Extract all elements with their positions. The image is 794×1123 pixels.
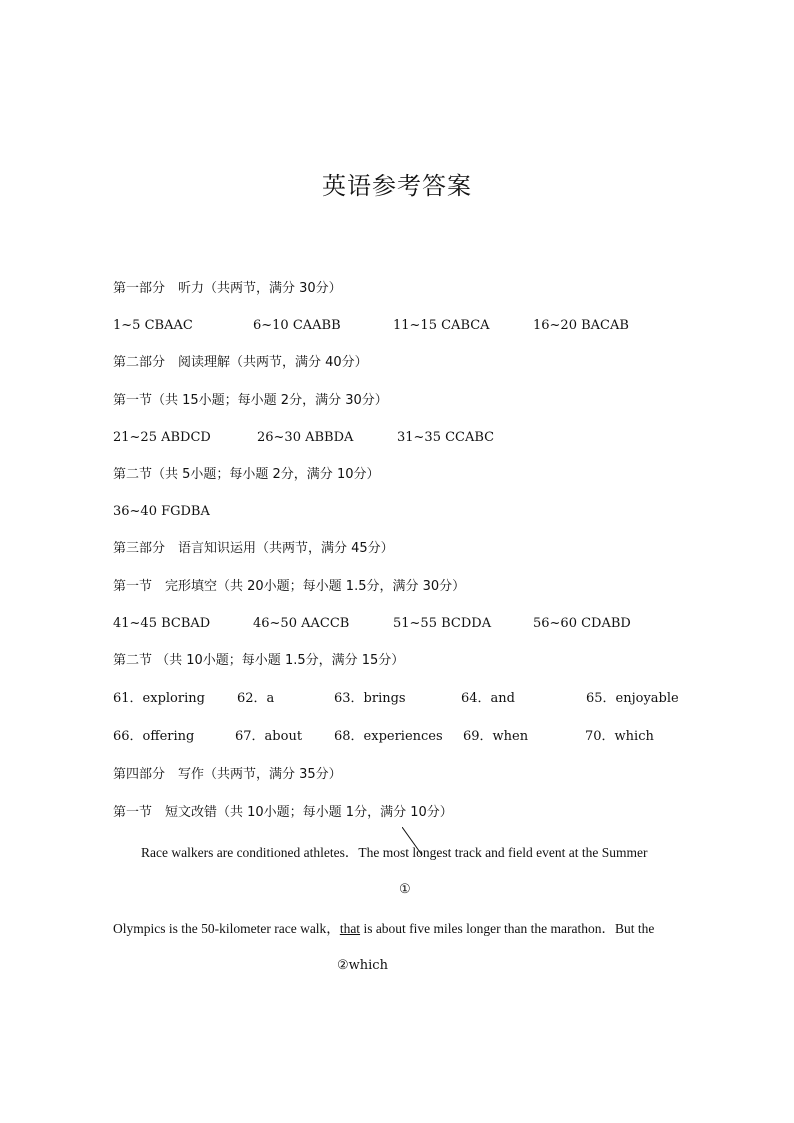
answer-item: 65．enjoyable — [586, 691, 679, 706]
answer-item: 63．brings — [334, 691, 406, 706]
essay-line-1: Race walkers are conditioned athletes．The most longest track and field event at the Summer — [141, 845, 648, 860]
correction-marker-2: ②which — [337, 958, 388, 973]
answer-group: 11~15 CABCA — [393, 318, 490, 333]
essay-line-2 — [113, 921, 654, 937]
answer-item: 69．when — [463, 729, 529, 744]
answer-group: 31~35 CCABC — [397, 430, 495, 445]
part1-heading: 第一部分 听力（共两节，满分 30分） — [113, 281, 342, 296]
part3-section1-heading: 第一节 完形填空（共 20小题；每小题 1.5分，满分 30分） — [113, 579, 466, 594]
essay-line-2-after: is about five miles longer than the marathon．But the — [360, 921, 655, 936]
correction-marker-1: ① — [399, 882, 411, 897]
answer-group: 36~40 FGDBA — [113, 504, 210, 519]
answer-item: 68．experiences — [334, 729, 443, 744]
part4-section1-heading: 第一节 短文改错（共 10小题；每小题 1分，满分 10分） — [113, 805, 453, 820]
answer-group: 51~55 BCDDA — [393, 616, 492, 631]
part2-section1-heading: 第一节（共 15小题；每小题 2分，满分 30分） — [113, 393, 388, 408]
answer-group: 1~5 CBAAC — [113, 318, 193, 333]
answer-group: 16~20 BACAB — [533, 318, 629, 333]
answer-group: 21~25 ABDCD — [113, 430, 211, 445]
answer-item: 64．and — [461, 691, 515, 706]
answer-group: 46~50 AACCB — [253, 616, 350, 631]
essay-line-2-before: Olympics is the 50-kilometer race walk， — [113, 921, 340, 936]
error-word-that: that — [339, 921, 361, 936]
answer-group: 6~10 CAABB — [253, 318, 341, 333]
answer-group: 56~60 CDABD — [533, 616, 631, 631]
answer-item: 66．offering — [113, 729, 195, 744]
part4-heading: 第四部分 写作（共两节，满分 35分） — [113, 767, 342, 782]
part2-section2-heading: 第二节（共 5小题；每小题 2分，满分 10分） — [113, 467, 380, 482]
part3-heading: 第三部分 语言知识运用（共两节，满分 45分） — [113, 541, 394, 556]
answer-item: 70．which — [585, 729, 654, 744]
part3-section2-heading: 第二节 （共 10小题；每小题 1.5分，满分 15分） — [113, 653, 405, 668]
answer-item: 67．about — [235, 729, 303, 744]
answer-group: 41~45 BCBAD — [113, 616, 211, 631]
part2-heading: 第二部分 阅读理解（共两节，满分 40分） — [113, 355, 368, 370]
answer-item: 62．a — [237, 691, 275, 706]
page-title: 英语参考答案 — [322, 172, 472, 200]
answer-group: 26~30 ABBDA — [257, 430, 354, 445]
answer-item: 61．exploring — [113, 691, 205, 706]
